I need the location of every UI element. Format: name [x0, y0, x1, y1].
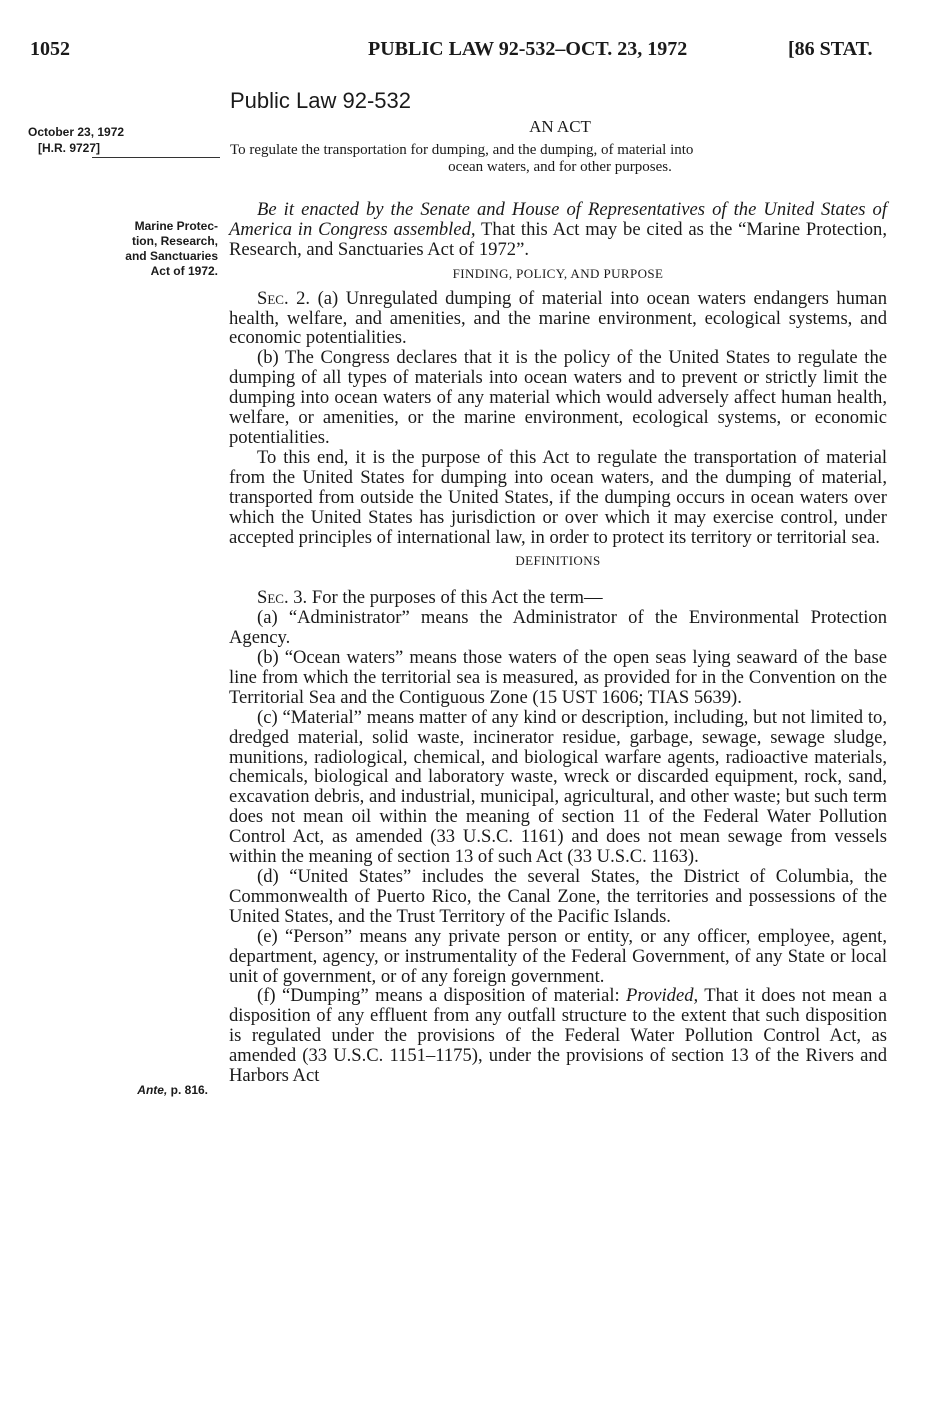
- section-3-intro: [229, 588, 887, 608]
- definition-f: [229, 986, 887, 1086]
- purpose-line-2: ocean waters, and for other purposes.: [448, 159, 672, 175]
- section-label: Sec. 2.: [257, 287, 311, 309]
- definition-d: (d) “United States” includes the several States, the District of Columbia, the Commonwealth of Puerto Rico, the Canal Zone, the territories and possessions of the United States, and the Trust Territory of the Pacific Islands.: [229, 866, 887, 927]
- enacting-italic: Be it enacted by the Senate and House of Representatives of the United States of America in Congress assembled,: [229, 199, 887, 240]
- purpose-line-1: To regulate the transportation for dumping, and the dumping, of material into: [230, 142, 694, 158]
- statute-reference: [86 STAT.: [788, 38, 873, 60]
- margin-note-line: Act of 1972.: [150, 264, 218, 278]
- act-heading: AN ACT: [529, 117, 591, 136]
- section-2-heading: FINDING, POLICY, AND PURPOSE: [452, 265, 664, 281]
- definition-f-start: (f) “Dumping” means a disposition of material:: [257, 985, 627, 1007]
- ante-page: p. 816.: [170, 1083, 208, 1097]
- bill-number: [H.R. 9727]: [38, 141, 101, 155]
- section-3-heading: DEFINITIONS: [515, 553, 601, 569]
- definition-b: (b) “Ocean waters” means those waters of the open seas lying seaward of the base line from which the territorial sea is measured, as provided for in the Convention on the Territorial Sea and the Contiguous Zone (15 UST 1606; TIAS 5639).: [229, 647, 887, 708]
- section-2-b: (b) The Congress declares that it is the policy of the United States to regulate the dumping of all types of materials into ocean waters and to prevent or strictly limit the dumping into ocean waters of any material which would adversely affect human health, welfare, or amenities, or the marine environment, ecological systems, or economic potentialities.: [229, 347, 887, 448]
- section-2-purpose: To this end, it is the purpose of this Act to regulate the transportation of material from the United States for dumping into ocean waters, and the dumping of material, transported from outside the United States, if the dumping occurs in ocean waters over which the United States has jurisdiction or over which it may exercise control, under accepted principles of international law, in order to protect its territory or territorial sea.: [229, 446, 887, 548]
- paragraph-text: For the purposes of this Act the term—: [307, 587, 603, 609]
- definition-e: (e) “Person” means any private person or entity, or any officer, employee, agent, department, agency, or instrumentality of the Federal Government, of any State or local unit of government, or of any foreign government.: [229, 925, 887, 987]
- enacting-rest: That this Act may be cited as the “Marine Protection, Research, and Sanctuaries Act of 1972”.: [229, 218, 887, 260]
- section-2-a: [229, 289, 887, 349]
- margin-date-note: [28, 124, 218, 156]
- enactment-date: October 23, 1972: [28, 125, 125, 139]
- page-number: 1052: [30, 38, 70, 60]
- enacting-clause: [229, 200, 887, 260]
- definition-a: (a) “Administrator” means the Administrator of the Environmental Protection Agency.: [229, 607, 887, 649]
- act-body: [229, 200, 887, 1086]
- definition-c: (c) “Material” means matter of any kind or description, including, but not limited to, dredged material, solid waste, incinerator residue, garbage, sewage, sewage sludge, munitions, radiological, chemical, and biological warfare agents, radioactive materials, chemicals, biological and laboratory waste, wreck or discarded equipment, rock, sand, excavation debris, and industrial, municipal, agricultural, and other waste; but such term does not mean oil within the meaning of section 11 of the Federal Water Pollution Control Act, as amended (33 U.S.C. 1161) and does not mean sewage from vessels within the meaning of section 13 of such Act (33 U.S.C. 1163).: [229, 706, 887, 868]
- law-title: Public Law 92-532: [230, 88, 412, 113]
- definition-f-rest: That it does not mean a disposition of any effluent from any outfall structure to the extent that such disposition is regulated under the provisions of the Federal Water Pollution Control Act, as amended (33 U.S.C. 1151–1175), under the provisions of section 13 of the Rivers and Harbors Act: [229, 985, 887, 1087]
- margin-note-line: Marine Protec-: [134, 219, 218, 233]
- margin-rule: [92, 157, 220, 158]
- paragraph-text: (a) Unregulated dumping of material into ocean waters endangers human health, welfare, and amenities, and the marine environment, ecological systems, and economic potentialities.: [229, 287, 887, 349]
- margin-note-line: tion, Research,: [131, 234, 218, 248]
- definition-f-proviso: Provided,: [626, 985, 699, 1007]
- margin-note-line: and Sanctuaries: [125, 249, 218, 263]
- section-label: Sec. 3.: [257, 587, 308, 609]
- ante-margin-note: [60, 1083, 208, 1098]
- short-title-margin-note: [40, 219, 218, 279]
- running-title: PUBLIC LAW 92-532–OCT. 23, 1972: [368, 38, 688, 60]
- running-header: [0, 38, 948, 68]
- act-purpose: [230, 142, 890, 176]
- ante-label: Ante,: [137, 1083, 168, 1097]
